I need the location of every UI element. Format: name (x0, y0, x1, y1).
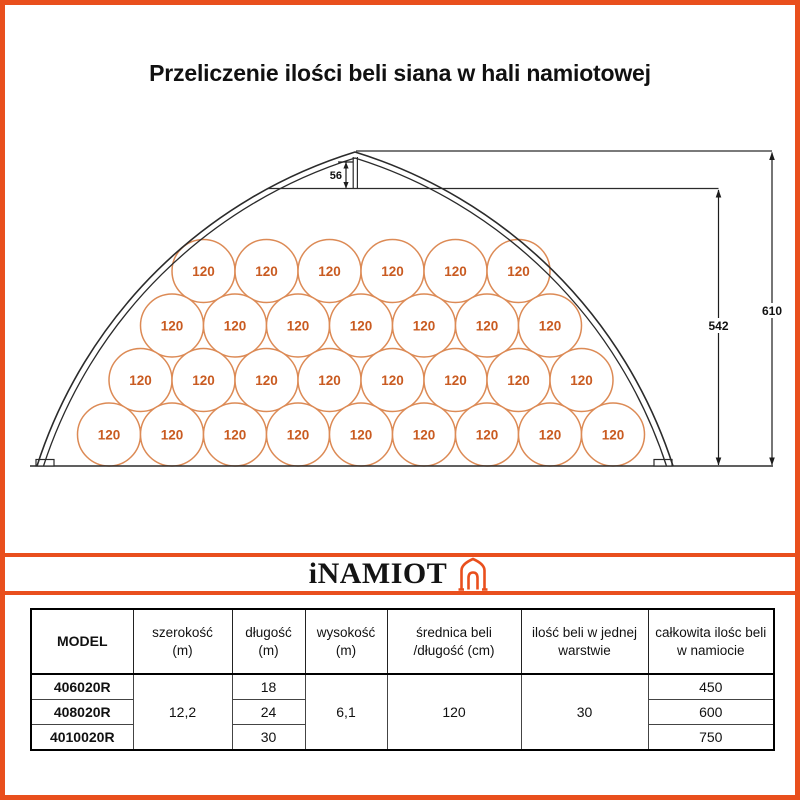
hay-bale-diameter-label: 120 (507, 373, 530, 388)
hay-bale-diameter-label: 120 (192, 264, 215, 279)
hay-bale-diameter-label: 120 (381, 373, 404, 388)
hay-bale-diameter-label: 120 (444, 264, 467, 279)
ridge-dimension-label: 56 (329, 170, 342, 182)
header-label: ilość beli w jednej (531, 624, 638, 640)
side-height-dimension-label: 542 (708, 319, 729, 333)
hay-bale-diameter-label: 120 (255, 264, 278, 279)
cell-total-bales: 600 (648, 700, 774, 725)
cell-height: 6,1 (305, 674, 387, 750)
cell-total-bales: 450 (648, 674, 774, 700)
hay-bale-diameter-label: 120 (223, 427, 247, 443)
header-label: MODEL (56, 633, 108, 650)
hay-bale-diameter-label: 120 (318, 373, 341, 388)
hay-bale-diameter-label: 120 (538, 318, 562, 334)
arrow-up-icon (769, 152, 775, 160)
arrow-up-icon (343, 162, 348, 169)
arrow-down-icon (343, 182, 348, 189)
brand-band (0, 553, 800, 595)
cell-total-bales: 750 (648, 725, 774, 751)
spec-table (30, 608, 775, 751)
hay-bale-diameter-label: 120 (286, 318, 310, 334)
header-label: wysokość (316, 624, 376, 640)
hay-bale-diameter-label: 120 (223, 318, 247, 334)
cell-length: 30 (232, 725, 305, 751)
hay-bale-diameter-label: 120 (507, 264, 530, 279)
header-label: długość (245, 624, 292, 640)
header-unit: (m) (335, 642, 357, 658)
cell-model: 408020R (31, 700, 133, 725)
hay-bale-diameter-label: 120 (286, 427, 310, 443)
hay-bale-diameter-label: 120 (192, 373, 215, 388)
header-unit: (m) (258, 642, 279, 658)
table-row (31, 674, 774, 700)
page-title: Przeliczenie ilości beli siana w hali namiotowej (149, 60, 651, 86)
hay-bale-diameter-label: 120 (160, 427, 184, 443)
header-bales-per-layer (521, 609, 648, 674)
tent-logo-icon (455, 556, 491, 592)
hay-bale-diameter-label: 120 (570, 373, 593, 388)
total-height-dimension-label: 610 (761, 304, 783, 318)
cell-width: 12,2 (133, 674, 232, 750)
hay-bale-diameter-label: 120 (349, 427, 373, 443)
table-header-row (31, 609, 774, 674)
header-width (133, 609, 232, 674)
header-unit: /długość (cm) (413, 642, 495, 658)
header-model (31, 609, 133, 674)
hay-bale-diameter-label: 120 (160, 318, 184, 334)
arrow-down-icon (716, 458, 722, 466)
hay-bale-diameter-label: 120 (475, 318, 499, 334)
header-unit: warstwie (558, 642, 611, 658)
cell-model: 4010020R (31, 725, 133, 751)
cell-length: 24 (232, 700, 305, 725)
hay-bale-diameter-label: 120 (97, 427, 121, 443)
arrow-down-icon (769, 458, 775, 466)
cell-length: 18 (232, 674, 305, 700)
hay-bale-diameter-label: 120 (381, 264, 404, 279)
hay-bale-diameter-label: 120 (129, 373, 152, 388)
cell-model: 406020R (31, 674, 133, 700)
header-height (305, 609, 387, 674)
header-label: średnica beli (416, 624, 492, 640)
right-base-foot (654, 460, 672, 467)
header-label: całkowita ilośc beli (655, 624, 767, 640)
header-bale-diameter (387, 609, 521, 674)
header-unit: w namiocie (676, 642, 745, 658)
hay-bale-diameter-label: 120 (601, 427, 625, 443)
cell-bale-diameter: 120 (387, 674, 521, 750)
header-total-bales (648, 609, 774, 674)
hay-bale-diameter-label: 120 (255, 373, 278, 388)
hay-bale-diameter-label: 120 (412, 318, 436, 334)
hay-bale-diameter-label: 120 (538, 427, 562, 443)
hay-bale-diameter-label: 120 (412, 427, 436, 443)
header-length (232, 609, 305, 674)
header-unit: (m) (172, 642, 193, 658)
brand-name: iNAMIOT (308, 557, 448, 590)
header-label: szerokość (152, 624, 213, 640)
hay-bale-diameter-label: 120 (475, 427, 499, 443)
hay-bale-diameter-label: 120 (444, 373, 467, 388)
hay-bale-diameter-label: 120 (349, 318, 373, 334)
cell-bales-per-layer: 30 (521, 674, 648, 750)
arrow-up-icon (716, 190, 722, 198)
hay-bale-diameter-label: 120 (318, 264, 341, 279)
